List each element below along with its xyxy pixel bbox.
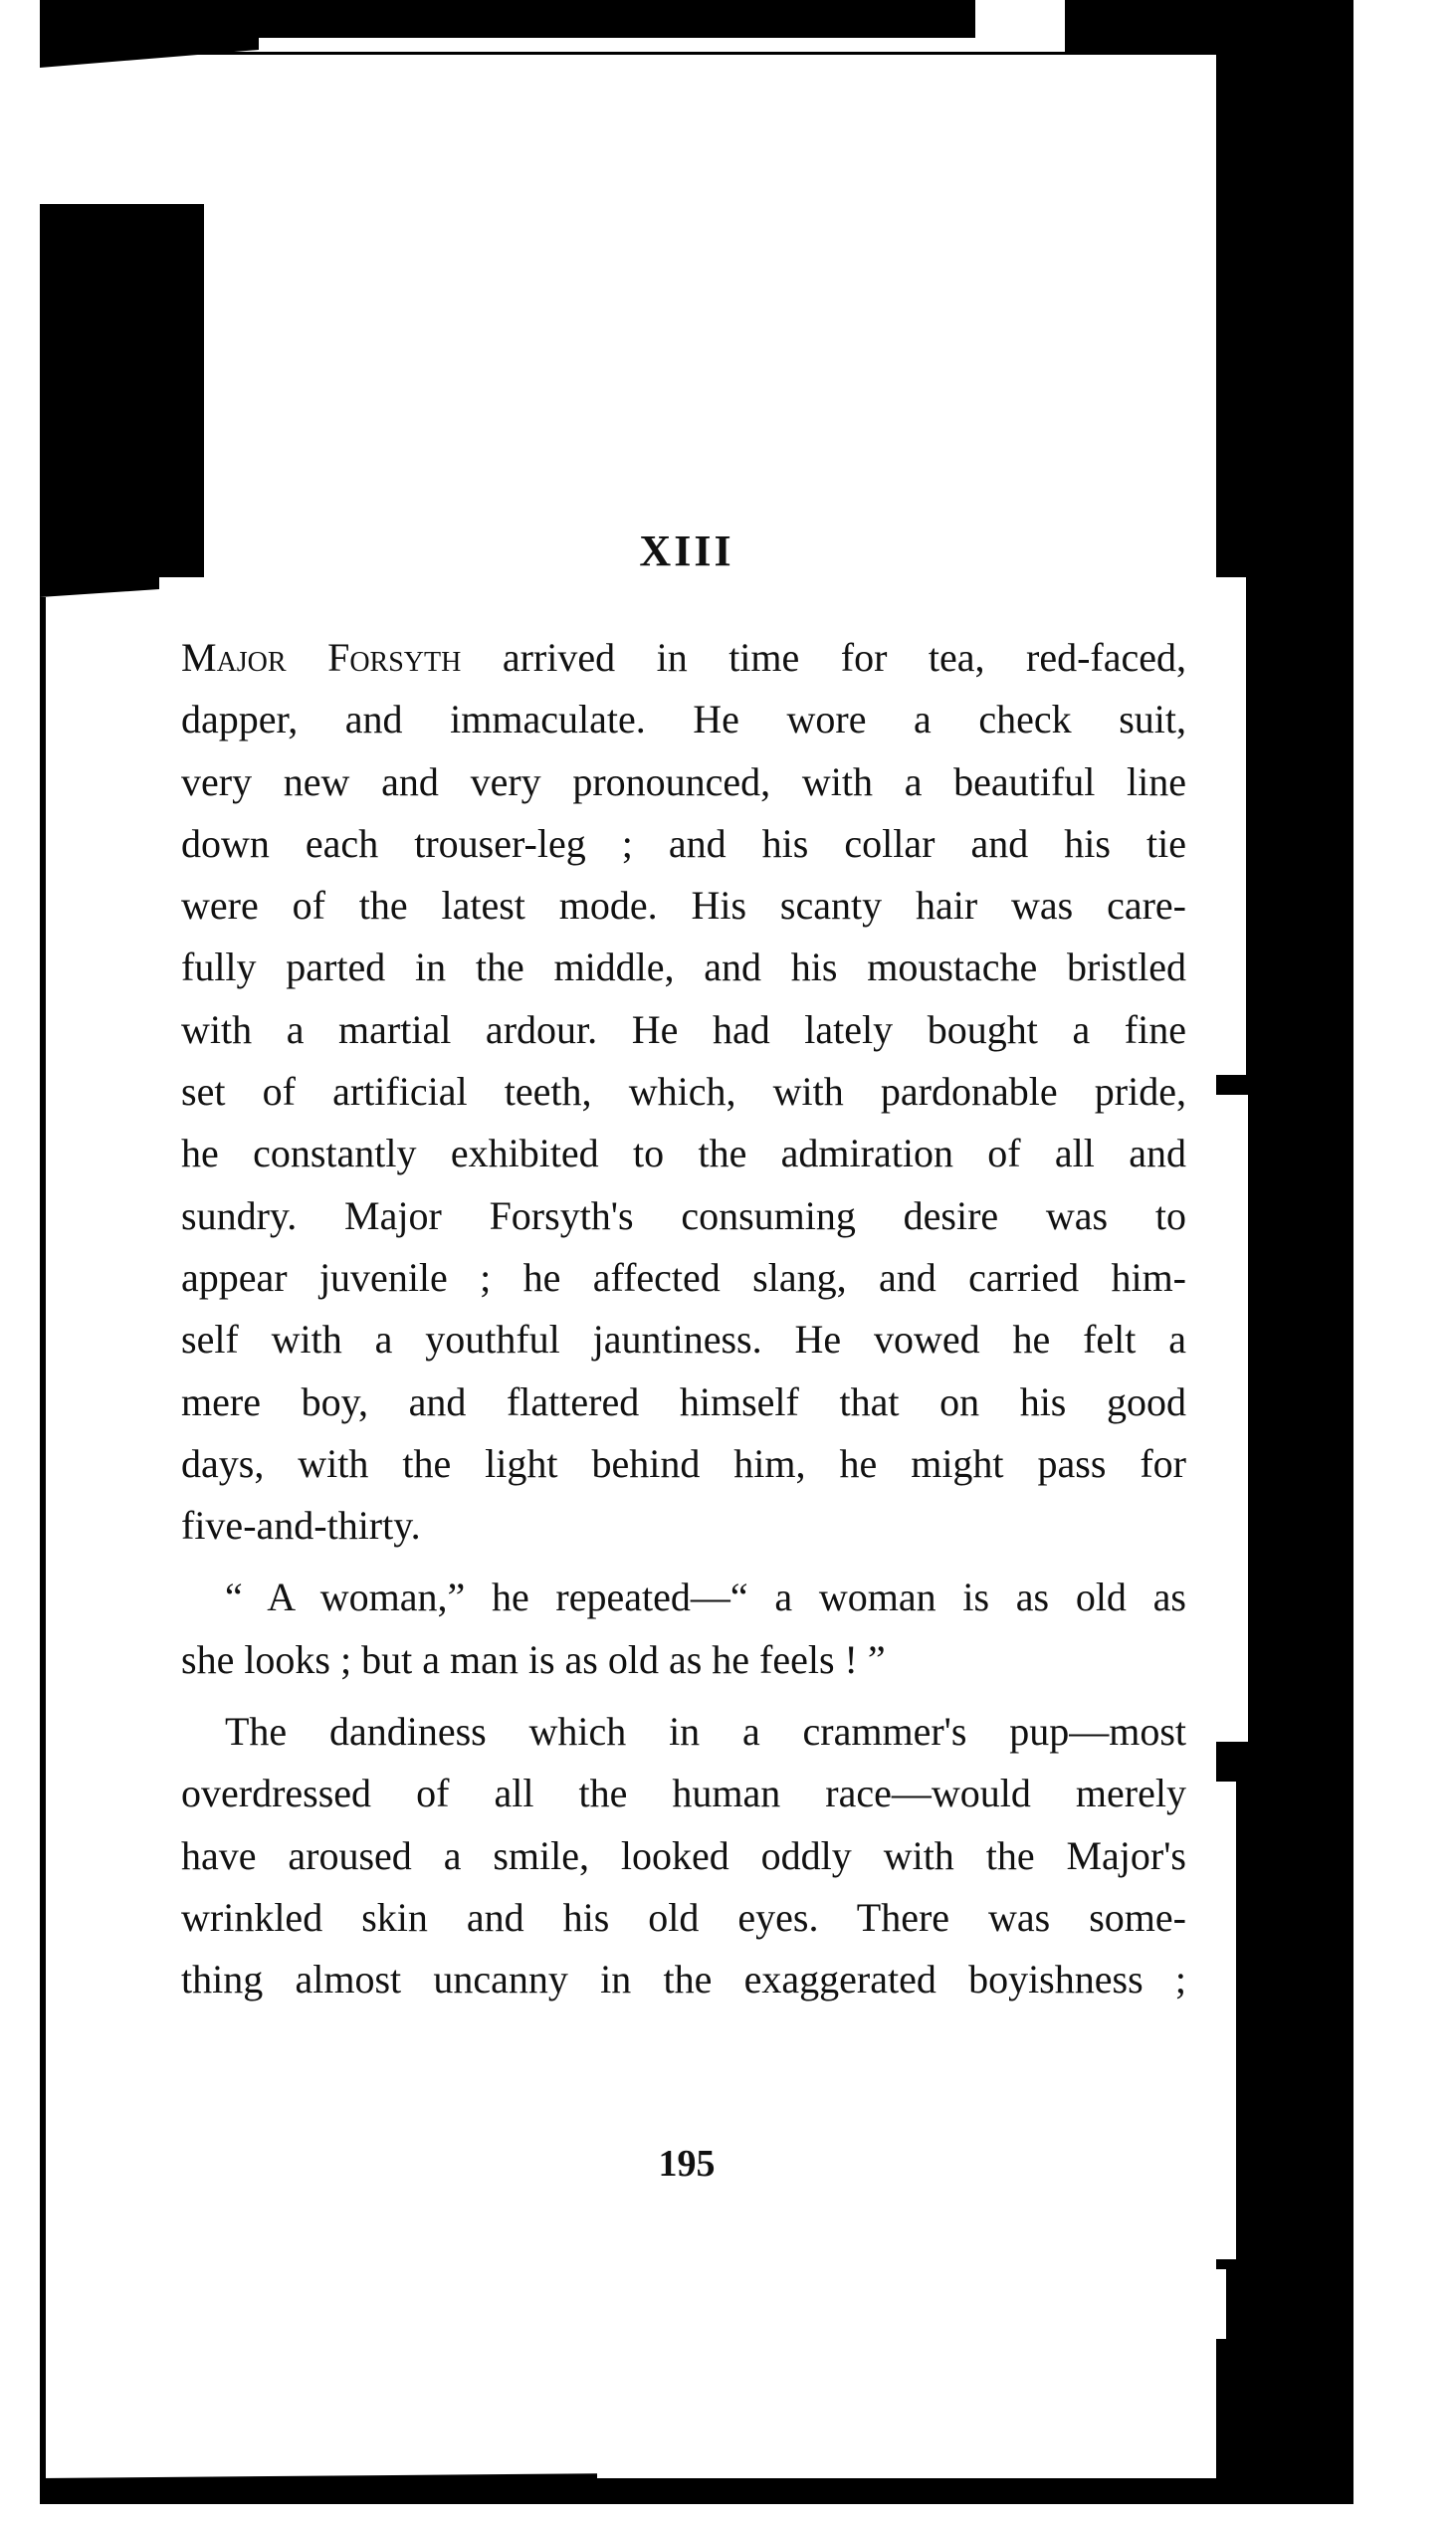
scan-border-left-block	[40, 204, 204, 577]
scan-border-left-shard	[40, 577, 159, 597]
text-line: “ A woman,” he repeated—“ a woman is as old as	[225, 1575, 1186, 1620]
scan-border-bottom-shard	[40, 2466, 597, 2478]
body-text	[181, 627, 1186, 2011]
scan-border-left	[40, 597, 46, 2488]
text-line: The dandiness which in a crammer's pup—most	[225, 1709, 1186, 1755]
chapter-heading: XIII	[639, 527, 734, 575]
text-line: sundry. Major Forsyth's consuming desire was to	[181, 1192, 1186, 1238]
text-line: set of artificial teeth, which, with pardonable pride,	[181, 1069, 1186, 1115]
scan-border-right-notch	[1216, 2269, 1226, 2339]
text-line: wrinkled skin and his old eyes. There was some-	[181, 1894, 1186, 1940]
text-line: overdressed of all the human race—would merely	[181, 1771, 1186, 1816]
paragraph-lead: Major Forsyth	[181, 635, 462, 680]
text-line: days, with the light behind him, he might pass for	[181, 1440, 1186, 1486]
text-line	[181, 627, 1186, 689]
scan-border-right-notch	[1216, 577, 1246, 1075]
text-line: dapper, and immaculate. He wore a check suit,	[181, 697, 1186, 742]
scan-border-top-line	[40, 52, 1353, 55]
text-line: he constantly exhibited to the admiration of all and	[181, 1131, 1186, 1176]
text-line: self with a youthful jauntiness. He vowed he felt a	[181, 1317, 1186, 1363]
text-line: have aroused a smile, looked oddly with the Major's	[181, 1832, 1186, 1878]
scan-border-top-right	[1065, 0, 1353, 52]
text-line: appear juvenile ; he affected slang, and carried him-	[181, 1254, 1186, 1300]
text-line: fully parted in the middle, and his moustache bristled	[181, 945, 1186, 990]
text-line: very new and very pronounced, with a beautiful line	[181, 758, 1186, 804]
text-line: down each trouser-leg ; and his collar and his tie	[181, 820, 1186, 866]
paragraph-gap	[181, 1557, 1186, 1567]
page-number: 195	[658, 2143, 716, 2185]
scan-border-right-notch	[1216, 1782, 1236, 2259]
scan-border-bottom	[40, 2478, 1353, 2504]
text-line: five-and-thirty.	[181, 1503, 421, 1549]
text-line: mere boy, and flattered himself that on his good	[181, 1378, 1186, 1424]
text-line: were of the latest mode. His scanty hair was care-	[181, 883, 1186, 929]
scan-border-right-notch	[1216, 1095, 1248, 1742]
scan-border-top	[40, 0, 975, 38]
paragraph-gap	[181, 1691, 1186, 1701]
text-line: she looks ; but a man is as old as he feels ! ”	[181, 1636, 886, 1682]
text-line: with a martial ardour. He had lately bought a fine	[181, 1006, 1186, 1052]
text-line-content: arrived in time for tea, red-faced,	[461, 635, 1186, 680]
text-line: thing almost uncanny in the exaggerated boyishness ;	[181, 1957, 1186, 2003]
